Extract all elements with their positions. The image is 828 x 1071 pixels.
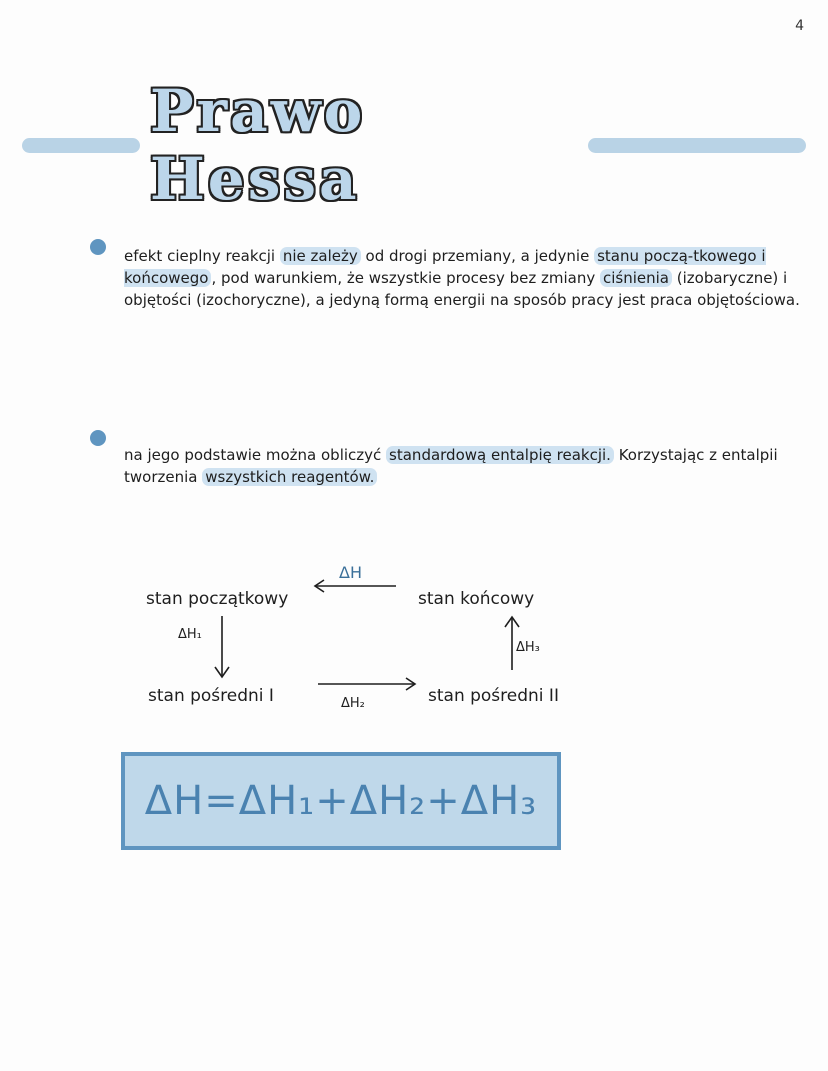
arrow-down-icon	[210, 612, 234, 682]
intermediate-2-label: stan pośredni II	[428, 686, 559, 706]
arrow-up-icon	[500, 614, 524, 674]
paragraph-segment: , pod warunkiem, że wszystkie procesy bez zmiany	[211, 269, 600, 287]
arrow-right-icon	[316, 674, 422, 694]
dh-label: ΔH	[339, 563, 362, 582]
paragraph-point-2	[124, 444, 804, 488]
title-bar-left	[22, 138, 140, 153]
dh3-label: ΔH₃	[516, 640, 540, 655]
dh1-label: ΔH₁	[178, 627, 202, 642]
page-number: 4	[795, 18, 804, 34]
formula-box	[121, 752, 561, 850]
highlighted-segment: nie zależy	[280, 247, 361, 265]
intermediate-1-label: stan pośredni I	[148, 686, 274, 706]
arrow-left-icon	[310, 578, 400, 598]
paragraph-segment: (izobaryczne) i objętości (izochoryczne), a jedyną formą energii na sposób pracy jest praca objętościowa.	[124, 269, 800, 309]
title-bar-right	[588, 138, 806, 153]
bullet-point-2	[90, 430, 106, 446]
paragraph-segment: Korzystając z entalpii tworzenia	[124, 446, 778, 486]
paragraph-segment: od drogi przemiany, a jedynie	[360, 247, 595, 265]
page-title: Prawo Hessa	[150, 77, 366, 213]
paragraph-segment: efekt cieplny reakcji	[124, 247, 280, 265]
highlighted-segment: ciśnienia	[600, 269, 672, 287]
highlighted-segment: standardową entalpię reakcji.	[386, 446, 614, 464]
highlighted-segment: stanu począ-tkowego i końcowego	[124, 247, 766, 287]
start-state-label: stan początkowy	[146, 589, 289, 609]
bullet-point-1	[90, 239, 106, 255]
highlighted-segment: wszystkich reagentów.	[202, 468, 377, 486]
dh2-label: ΔH₂	[341, 696, 365, 711]
paragraph-point-1	[124, 245, 804, 311]
end-state-label: stan końcowy	[418, 589, 535, 609]
paragraph-segment: na jego podstawie można obliczyć	[124, 446, 387, 464]
hess-formula: ΔH=ΔH₁+ΔH₂+ΔH₃	[144, 778, 538, 824]
